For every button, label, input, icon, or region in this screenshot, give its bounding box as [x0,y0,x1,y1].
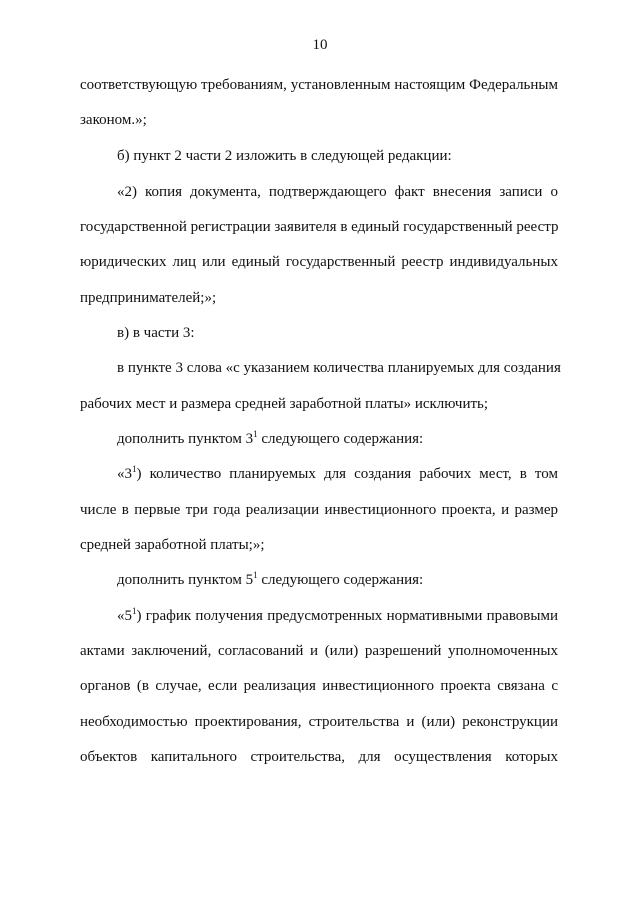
superscript: 1 [253,429,258,439]
text-line [117,570,558,590]
text-line: б) пункт 2 части 2 изложить в следующей редакции: [117,148,452,164]
text-line: соответствующую требованиям, установленным настоящим Федеральным [80,77,558,93]
text-fragment: «3 [117,466,132,482]
text-line: в) в части 3: [117,325,195,341]
text-line: юридических лиц или единый государственный реестр индивидуальных [80,254,558,270]
text-fragment: дополнить пунктом 5 [117,572,254,588]
text-line: законом.»; [80,112,147,128]
text-line [117,464,558,484]
text-fragment: «5 [117,608,132,624]
text-line: средней заработной платы;»; [80,537,265,553]
text-line: необходимостью проектирования, строительства и (или) реконструкции [80,714,558,730]
text-line: числе в первые три года реализации инвестиционного проекта, и размер [80,502,558,518]
superscript: 1 [253,570,258,580]
text-fragment: следующего содержания: [257,431,424,447]
text-line: рабочих мест и размера средней заработной платы» исключить; [80,396,489,412]
text-line [117,429,558,449]
text-fragment: ) график получения предусмотренных нормативными правовыми [136,608,558,624]
text-line [117,606,558,626]
text-line: органов (в случае, если реализация инвестиционного проекта связана с [80,678,558,694]
superscript: 1 [132,464,137,474]
text-fragment: дополнить пунктом 3 [117,431,254,447]
text-line: государственной регистрации заявителя в единый государственный реестр [80,219,559,235]
text-fragment: ) количество планируемых для создания рабочих мест, в том [136,466,558,482]
text-line: актами заключений, согласований и (или) разрешений уполномоченных [80,643,558,659]
superscript: 1 [132,606,137,616]
text-line: «2) копия документа, подтверждающего факт внесения записи о [117,184,558,200]
text-fragment [117,464,137,484]
text-fragment [117,606,137,626]
page-number: 10 [312,37,328,53]
text-line: в пункте 3 слова «с указанием количества планируемых для создания [117,360,561,376]
text-line: объектов капитального строительства, для осуществления которых [80,749,558,765]
text-line: предпринимателей;»; [80,290,217,306]
text-fragment: следующего содержания: [257,572,424,588]
